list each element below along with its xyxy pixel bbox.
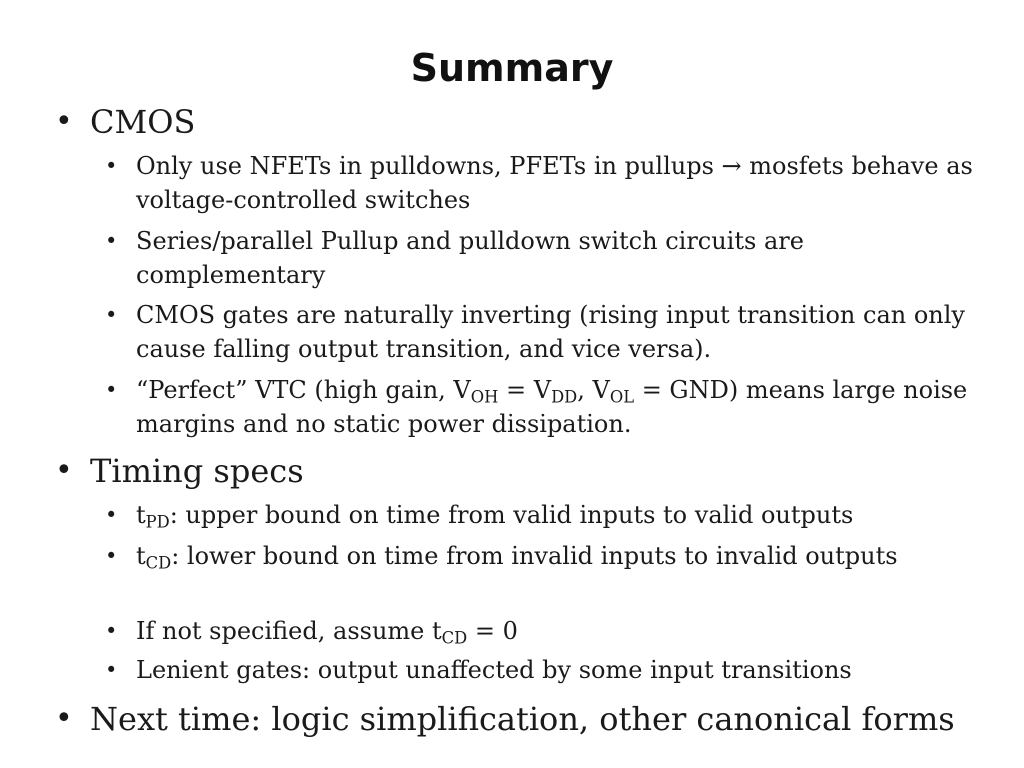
cmos-item-3: CMOS gates are naturally inverting (rising input transition can only cause falling output transition, and vice versa). [136, 301, 965, 363]
cmos-item-4: “Perfect” VTC (high gain, $V_{OH} = V_{DD}$, $V_{OL} = GND$) means large noise margins and no static power dissipation. [136, 376, 968, 438]
section-heading-timing: Timing specs [90, 452, 304, 490]
section-heading-cmos: CMOS [90, 103, 196, 141]
bullet-dot: • [105, 619, 118, 643]
bullet-dot: • [105, 503, 118, 527]
bullet-dot: • [55, 453, 73, 488]
cmos-item-1: Only use NFETs in pulldowns, PFETs in pullups → mosfets behave as voltage-controlled switches [136, 152, 973, 214]
timing-item-4: Lenient gates: output unaffected by some input transitions [136, 656, 852, 684]
timing-item-2: $t_{CD}$: lower bound on time from invalid inputs to invalid outputs [136, 542, 898, 573]
bullet-dot: • [105, 303, 118, 327]
timing-item-1: $t_{PD}$: upper bound on time from valid inputs to valid outputs [136, 501, 854, 532]
bullet-dot: • [105, 658, 118, 682]
bullet-dot: • [55, 701, 73, 736]
bullet-dot: • [105, 229, 118, 253]
bullet-dot: • [105, 544, 118, 568]
bullet-dot: • [55, 104, 73, 139]
timing-item-3: If not specified, assume $t_{CD} = 0$ [136, 617, 518, 648]
slide-title: Summary [410, 46, 614, 90]
next-time-item: Next time: logic simplification, other canonical forms [90, 700, 955, 738]
bullet-dot: • [105, 154, 118, 178]
cmos-item-2: Series/parallel Pullup and pulldown switch circuits are complementary [136, 227, 804, 289]
bullet-dot: • [105, 378, 118, 402]
